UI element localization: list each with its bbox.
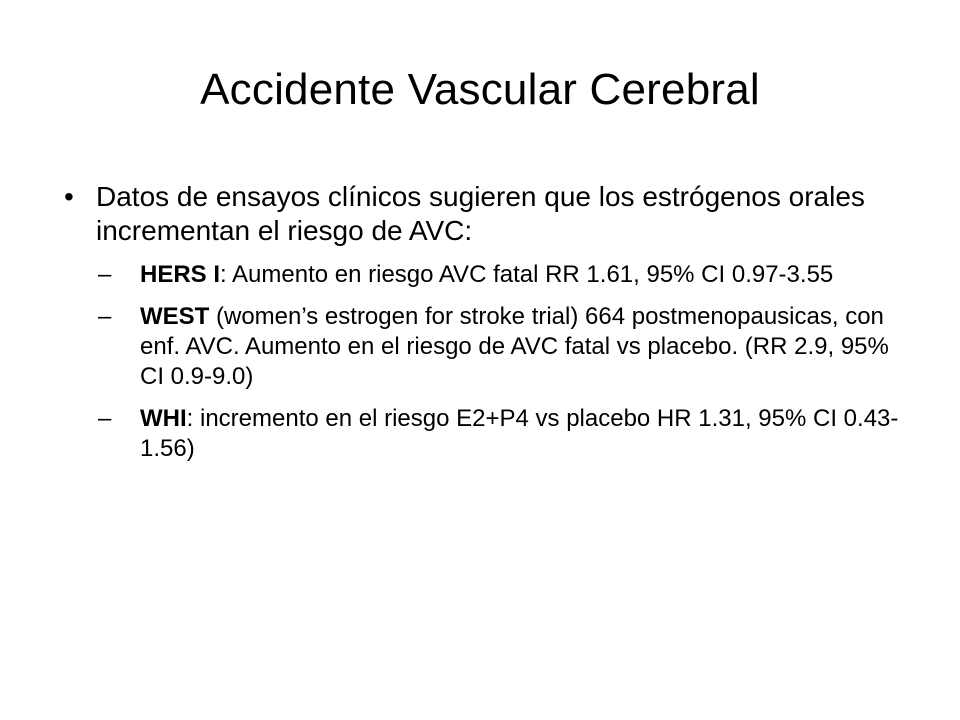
dash-marker: – [98, 261, 112, 288]
sub-item-hers [96, 260, 910, 290]
bullet-text: Datos de ensayos clínicos sugieren que los estrógenos orales incrementan el riesgo de AVC: [96, 181, 865, 246]
slide-title: Accidente Vascular Cerebral [200, 65, 760, 114]
dash-marker: – [98, 303, 112, 330]
trial-name: WEST [140, 303, 210, 330]
trial-name: HERS I [140, 261, 221, 288]
slide-body [60, 180, 910, 476]
trial-name: WHI [140, 405, 187, 432]
sub-item-text: (women’s estrogen for stroke trial) 664 postmenopausicas, con enf. AVC. Aumento en el riesgo de AVC fatal vs placebo. (RR 2.9, 95% CI 0.9-9.0) [140, 303, 889, 390]
sub-item-text: : incremento en el riesgo E2+P4 vs placebo HR 1.31, 95% CI 0.43-1.56) [140, 405, 899, 462]
sub-item-whi [96, 404, 910, 464]
sub-item-text: : Aumento en riesgo AVC fatal RR 1.61, 95% CI 0.97-3.55 [220, 261, 834, 288]
bullet-marker: • [64, 181, 74, 212]
sub-item-west [96, 302, 910, 392]
bullet-item [60, 180, 910, 248]
sub-list [60, 260, 910, 464]
dash-marker: – [98, 405, 112, 432]
